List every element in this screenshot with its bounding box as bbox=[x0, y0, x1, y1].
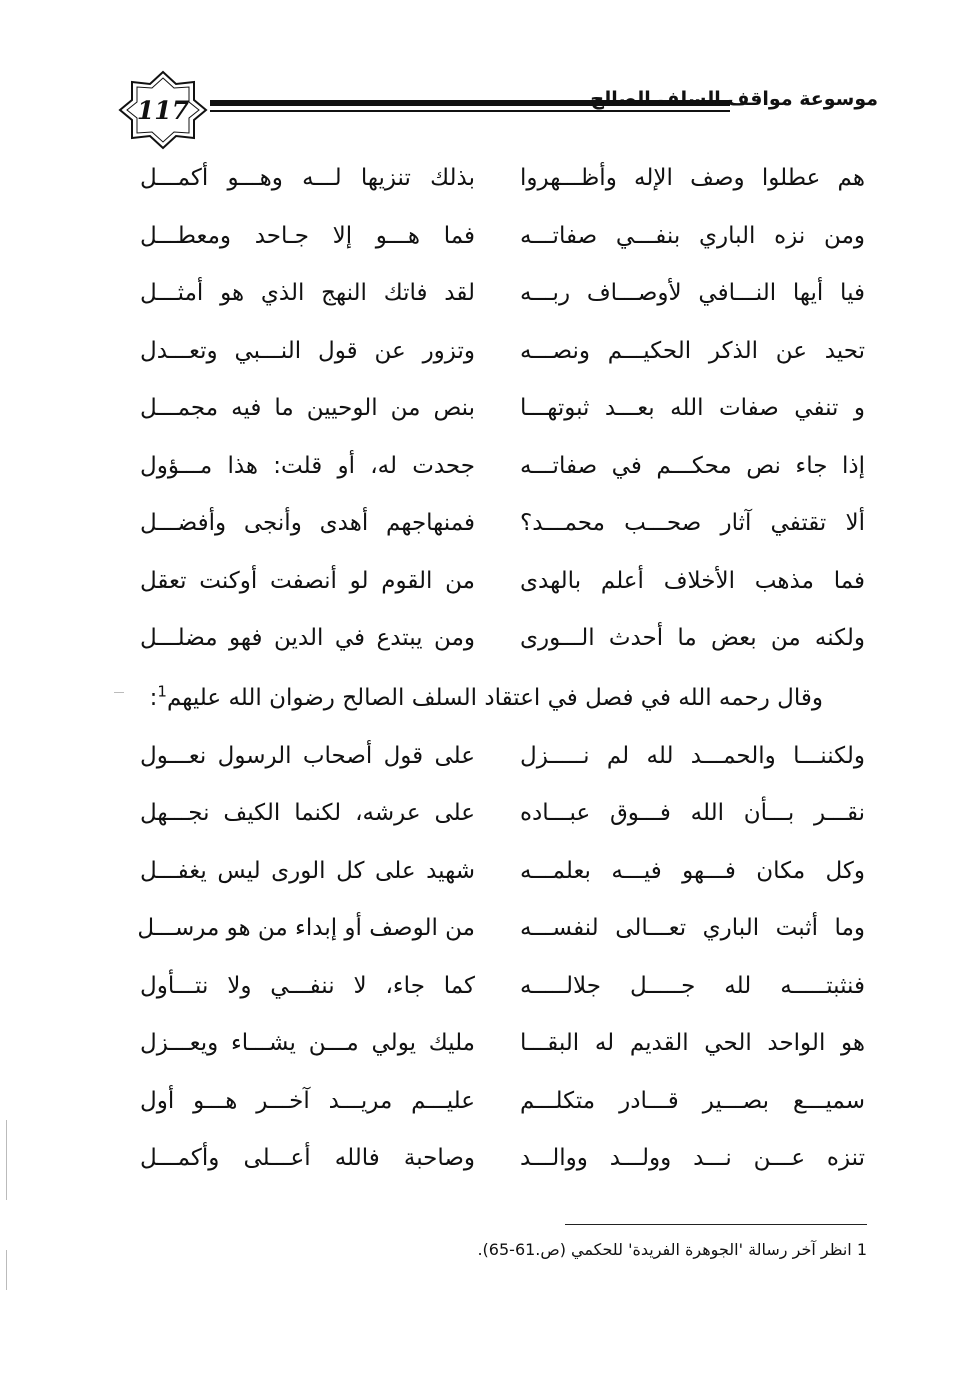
verse-first-hemistich: فما مذهب الأخلاف أعلم بالهدى bbox=[520, 567, 865, 594]
header-rule bbox=[210, 70, 730, 150]
verse-second-hemistich: جحدت له، أو قلت: هذا مـــؤول bbox=[140, 452, 475, 479]
verse-first-hemistich: و تنفي صفات الله بعـــد ثبوتهـــا bbox=[520, 395, 865, 421]
verse-line bbox=[140, 843, 865, 901]
verse-line bbox=[140, 1130, 865, 1188]
verse-second-hemistich: بنص من الوحيين ما فيه مجمـــل bbox=[140, 395, 475, 421]
verse-first-hemistich: فنثبتـــــه لله جـــــل جلالـــــه bbox=[520, 972, 865, 999]
verse-second-hemistich: من القوم لو أنصفت أوكنت تعقل bbox=[140, 567, 475, 594]
verses-block-2 bbox=[137, 728, 865, 1188]
verse-first-hemistich: وكل مكان فـــهو فيـــه بعلمـــه bbox=[520, 857, 865, 884]
verse-first-hemistich: سميـــع بصـــير قـــادر متكلـــم bbox=[520, 1087, 865, 1114]
verse-first-hemistich: إذا جاء نص محكـــم في صفاتـــه bbox=[520, 452, 865, 479]
margin-mark bbox=[6, 1250, 7, 1290]
verse-line bbox=[140, 265, 865, 323]
series-title: موسوعة مواقف السلف الصالح bbox=[590, 88, 878, 110]
verses-block-1 bbox=[140, 150, 865, 668]
verse-first-hemistich: تحيد عن الذكر الحكيـــم ونصـــه bbox=[520, 337, 865, 364]
verse-second-hemistich: لقد فاتك النهج الذي هو أمثـــل bbox=[140, 280, 475, 306]
page-number-badge bbox=[118, 70, 208, 150]
verse-second-hemistich: على عرشه، لكنما الكيف نجـــهل bbox=[140, 800, 475, 826]
verse-line bbox=[140, 553, 865, 611]
verse-line bbox=[140, 958, 865, 1016]
footnote-separator bbox=[565, 1224, 867, 1225]
footnote-ref[interactable]: 1 bbox=[157, 681, 167, 700]
verse-line bbox=[140, 728, 865, 786]
margin-mark bbox=[114, 692, 124, 693]
verse-line bbox=[140, 495, 865, 553]
prose-colon: : bbox=[149, 684, 158, 711]
margin-mark bbox=[6, 1120, 7, 1200]
verse-second-hemistich: مليك يولي مـــن يشـــاء ويعـــزل bbox=[140, 1030, 475, 1056]
verse-second-hemistich: من الوصف أو إبداء من هو مرســـل bbox=[137, 915, 475, 941]
verse-second-hemistich: عليـــم مريـــد آخـــر هـــو أول bbox=[140, 1087, 475, 1114]
verse-line bbox=[140, 438, 865, 496]
verse-first-hemistich: ولكنه من بعض ما أحدث الـــورى bbox=[520, 625, 865, 651]
verse-second-hemistich: وتزور عن قول النـــبي وتعـــدل bbox=[140, 337, 475, 364]
verse-first-hemistich: ولكننـــا والحمـــد لله لم نـــــزل bbox=[520, 742, 865, 769]
verse-line bbox=[140, 150, 865, 208]
verse-first-hemistich: ألا تقتفي آثار صحـــب محمـــد؟ bbox=[520, 510, 865, 536]
verse-line bbox=[140, 1073, 865, 1131]
prose-text: وقال رحمه الله في فصل في اعتقاد السلف الصالح رضوان الله عليهم bbox=[166, 684, 823, 711]
verse-first-hemistich: هو الواحد الحي القديم له البقـــا bbox=[520, 1030, 865, 1056]
poem-body bbox=[137, 150, 865, 1188]
verse-second-hemistich: وصاحبة فالله أعـــلى وأكمـــل bbox=[140, 1145, 475, 1171]
verse-first-hemistich: ومن نزه الباري بنفـــي صفاتـــه bbox=[520, 222, 865, 249]
verse-second-hemistich: على قول أصحاب الرسول نعـــول bbox=[140, 742, 475, 769]
page-number: 117 bbox=[136, 95, 190, 125]
verse-second-hemistich: فما هـــو إلا جـاحد ومعطـــل bbox=[140, 222, 475, 249]
verse-second-hemistich: فمنهاجهم أهدى وأنجى وأفضـــل bbox=[140, 510, 475, 536]
page-header bbox=[118, 70, 878, 150]
footnote bbox=[477, 1240, 867, 1259]
verse-line bbox=[140, 380, 865, 438]
footnote-text: انظر آخر رسالة 'الجوهرة الفريدة' للحكمي (ص.61-65). bbox=[477, 1240, 852, 1259]
verse-second-hemistich: شهيد على كل الورى ليس يغفـــل bbox=[140, 857, 475, 884]
prose-line bbox=[140, 668, 865, 728]
footnote-number: 1 bbox=[856, 1240, 867, 1259]
verse-second-hemistich: ومن يبتدع في الدين فهو مضلـــل bbox=[140, 625, 475, 651]
verse-first-hemistich: فيا أيها النـــافي لأوصـــاف ربـــه bbox=[520, 280, 865, 306]
verse-line bbox=[140, 323, 865, 381]
verse-second-hemistich: كما جاء، لا ننفـــي ولا نتـــأول bbox=[140, 972, 475, 999]
verse-line bbox=[140, 785, 865, 843]
verse-first-hemistich: تنزه عـــن نـــد وولـــد ووالـــد bbox=[520, 1145, 865, 1171]
verse-first-hemistich: هم عطلوا وصف الإله وأظـــهروا bbox=[520, 165, 865, 191]
verse-line bbox=[140, 610, 865, 668]
verse-second-hemistich: بذلك تنزيها لـــه وهـــو أكمـــل bbox=[140, 165, 475, 191]
verse-line bbox=[137, 900, 865, 958]
verse-line bbox=[140, 1015, 865, 1073]
verse-first-hemistich: نقـــر بـــأن الله فـــوق عبـــاده bbox=[520, 800, 865, 826]
verse-line bbox=[140, 208, 865, 266]
verse-first-hemistich: وما أثبت الباري تعـــالى لنفســـه bbox=[520, 915, 865, 941]
